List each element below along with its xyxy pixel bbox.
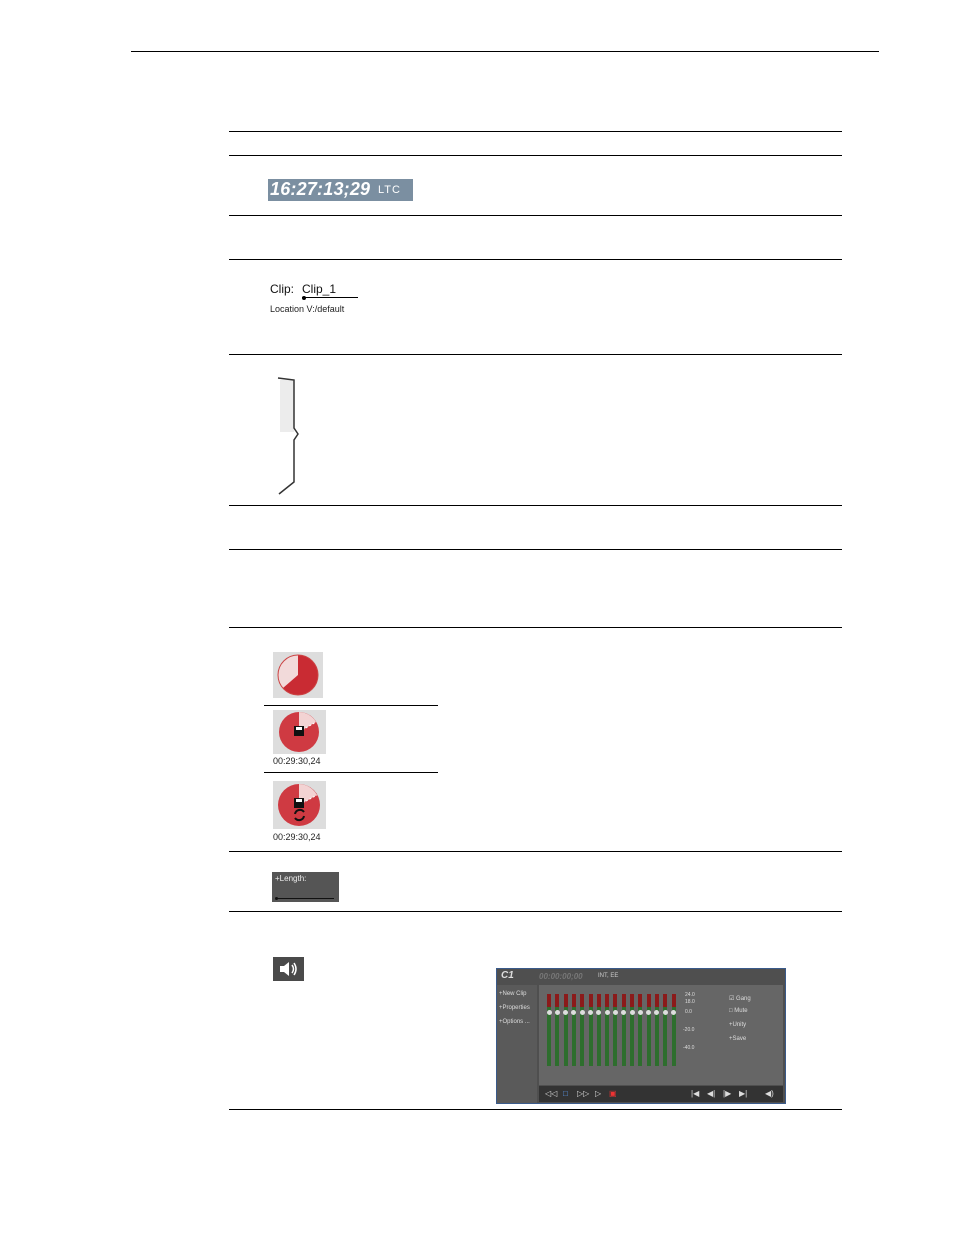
bracket-graphic	[276, 376, 302, 498]
clip-label: Clip:	[270, 282, 295, 296]
speaker-icon	[273, 957, 304, 981]
clip-name-field[interactable]: Clip_1	[302, 282, 337, 296]
level-meter	[547, 994, 551, 1066]
menu-new-clip[interactable]: +New Clip	[499, 991, 527, 997]
fast-forward-icon[interactable]: ▷▷	[577, 1089, 590, 1098]
scale-label: -40.0	[683, 1045, 695, 1051]
panel-mode: INT, EE	[598, 973, 619, 979]
record-status-saving	[273, 781, 326, 829]
length-dot	[275, 897, 278, 900]
meter-area	[539, 985, 783, 1085]
table-rule	[229, 215, 842, 216]
timecode-display	[268, 179, 413, 201]
timecode-source: LTC	[378, 184, 401, 196]
fader-knob[interactable]	[671, 1010, 676, 1015]
sub-rule	[264, 772, 438, 773]
record-timecode: 00:29:30,24	[273, 832, 321, 842]
transport-bar	[539, 1086, 783, 1102]
record-save-icon	[273, 710, 326, 754]
record-status-recording	[273, 710, 326, 754]
fader-knob[interactable]	[605, 1010, 610, 1015]
fader-knob[interactable]	[547, 1010, 552, 1015]
level-meter	[655, 994, 659, 1066]
panel-side-menu	[497, 985, 537, 1103]
table-rule	[229, 627, 842, 628]
audio-panel	[496, 968, 786, 1104]
fader-knob[interactable]	[613, 1010, 618, 1015]
table-rule	[229, 1109, 842, 1110]
clip-location: Location V:/default	[270, 304, 345, 314]
fader-knob[interactable]	[588, 1010, 593, 1015]
fader-knob[interactable]	[638, 1010, 643, 1015]
play-icon[interactable]: ▷	[595, 1089, 602, 1098]
level-meter	[663, 994, 667, 1066]
level-meter	[555, 994, 559, 1066]
stop-icon[interactable]: □	[563, 1089, 568, 1098]
channel-title: C1	[501, 970, 514, 981]
mute-checkbox[interactable]: □ Mute	[729, 1008, 748, 1014]
gang-label: Gang	[736, 996, 751, 1002]
timecode-value: 16:27:13;29	[270, 179, 371, 199]
table-rule	[229, 131, 842, 132]
table-rule	[229, 259, 842, 260]
length-label: +Length:	[275, 874, 307, 883]
length-field[interactable]	[272, 872, 339, 902]
length-underline	[276, 898, 334, 899]
table-rule	[229, 505, 842, 506]
fader-knob[interactable]	[630, 1010, 635, 1015]
audio-button[interactable]	[273, 957, 304, 981]
fader-knob[interactable]	[663, 1010, 668, 1015]
level-meter	[605, 994, 609, 1066]
level-meter	[580, 994, 584, 1066]
level-meter	[622, 994, 626, 1066]
record-ring-icon	[273, 652, 323, 698]
clip-name-dot	[302, 296, 306, 300]
go-to-start-icon[interactable]: |◀	[691, 1089, 700, 1098]
scale-label: -20.0	[683, 1027, 695, 1033]
scale-label: 0.0	[685, 1009, 692, 1015]
record-save-refresh-icon	[273, 781, 326, 829]
table-rule	[229, 911, 842, 912]
level-meter	[630, 994, 634, 1066]
gang-checkbox[interactable]: ☑ Gang	[729, 996, 751, 1002]
record-timecode: 00:29:30,24	[273, 756, 321, 766]
go-to-end-icon[interactable]: ▶|	[739, 1089, 748, 1098]
mute-label: Mute	[734, 1008, 748, 1014]
table-rule	[229, 354, 842, 355]
step-forward-icon[interactable]: |▶	[723, 1089, 732, 1098]
panel-speaker-icon[interactable]: ◀)	[765, 1089, 774, 1098]
fader-knob[interactable]	[555, 1010, 560, 1015]
table-rule	[229, 155, 842, 156]
sub-rule	[264, 705, 438, 706]
menu-properties[interactable]: +Properties	[499, 1005, 530, 1011]
level-meter	[613, 994, 617, 1066]
record-icon[interactable]: ▣	[609, 1089, 617, 1098]
record-status-idle	[273, 652, 323, 698]
fader-knob[interactable]	[580, 1010, 585, 1015]
level-meter	[672, 994, 676, 1066]
table-rule	[229, 851, 842, 852]
table-rule	[229, 549, 842, 550]
header-rule	[131, 51, 879, 52]
level-meter	[638, 994, 642, 1066]
level-meter	[647, 994, 651, 1066]
step-back-icon[interactable]: ◀|	[707, 1089, 716, 1098]
level-meter	[572, 994, 576, 1066]
clip-name-underline	[302, 297, 358, 298]
level-meter	[589, 994, 593, 1066]
rewind-icon[interactable]: ◁◁	[545, 1089, 558, 1098]
save-button[interactable]: +Save	[729, 1036, 747, 1042]
menu-options[interactable]: +Options ...	[499, 1019, 530, 1025]
unity-button[interactable]: +Unity	[729, 1022, 747, 1028]
scale-label: 24.0	[685, 992, 695, 998]
level-meter	[597, 994, 601, 1066]
scale-label: 18.0	[685, 999, 695, 1005]
level-meter	[564, 994, 568, 1066]
panel-timecode: 00:00:00;00	[539, 972, 583, 981]
